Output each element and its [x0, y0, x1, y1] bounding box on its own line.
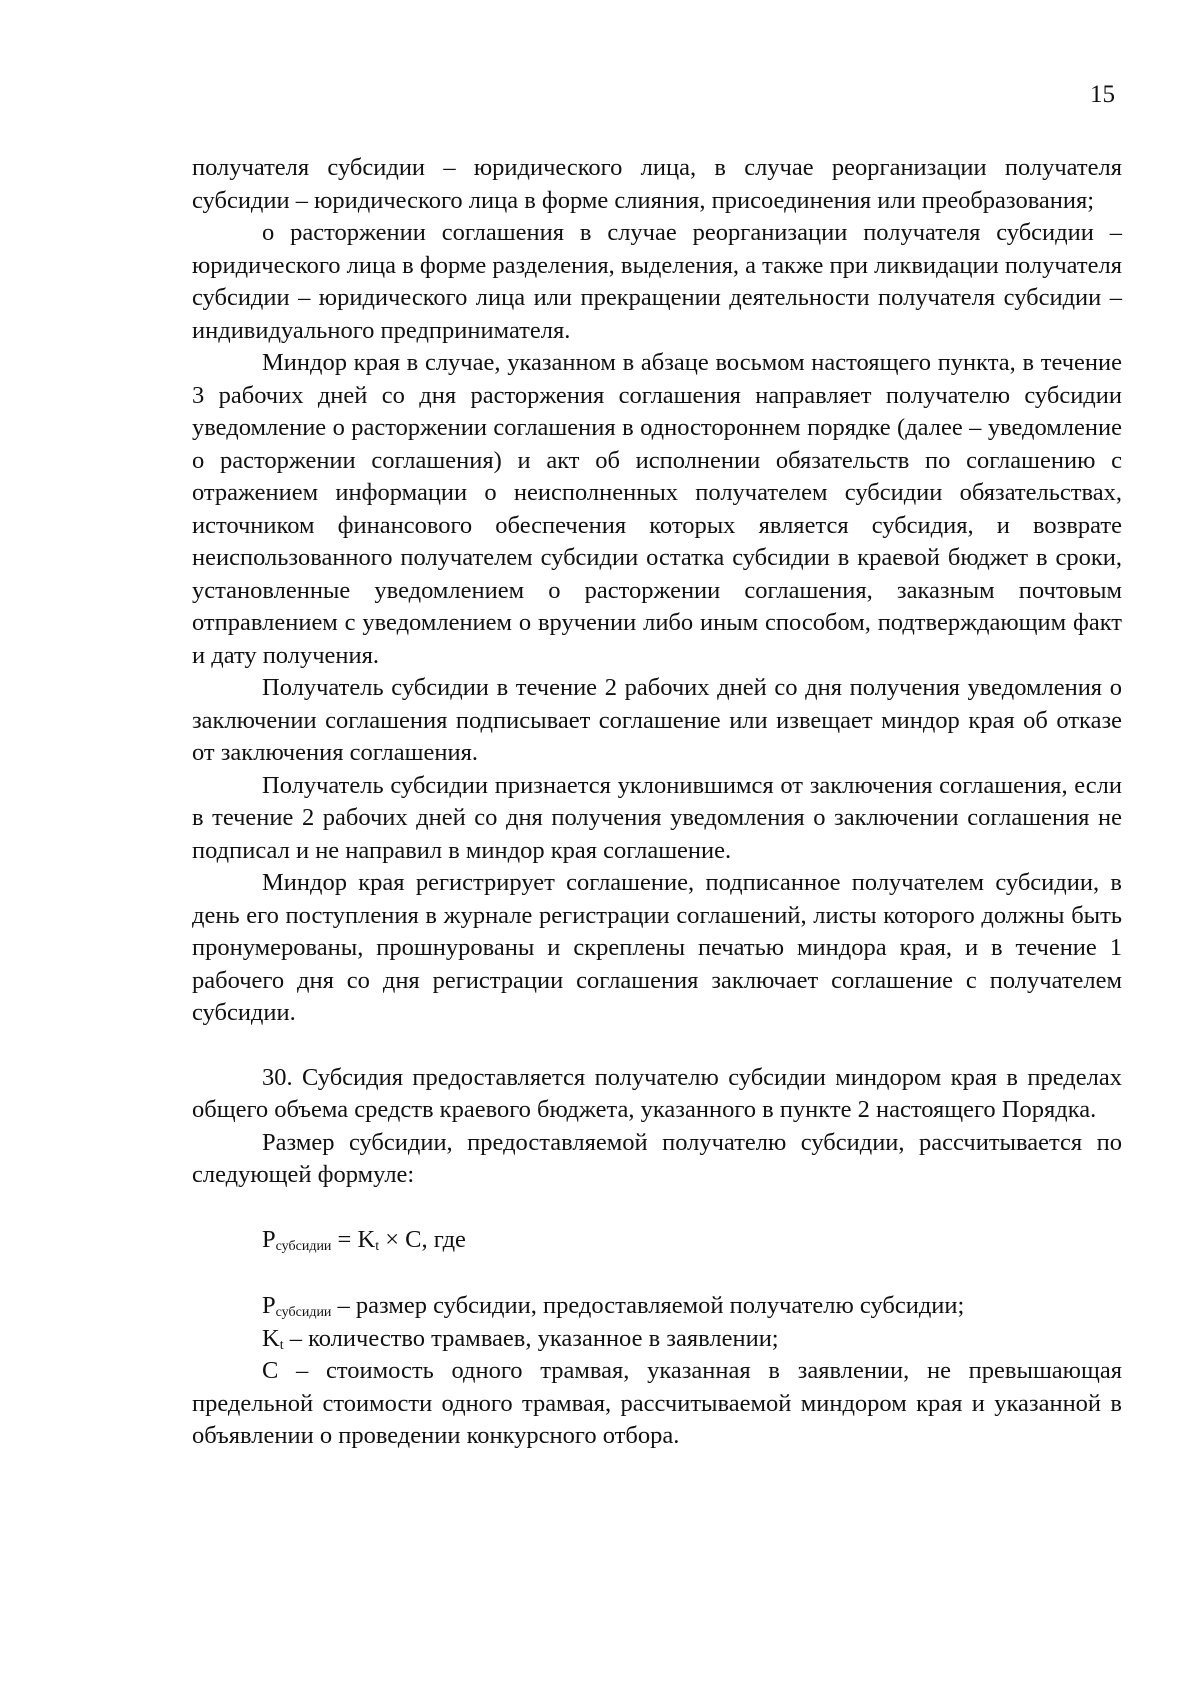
page-number: 15: [1090, 81, 1115, 108]
paragraph-4: Получатель субсидии в течение 2 рабочих дней со дня получения уведомления о заключении соглашения подписывает соглашение или извещает миндор края об отказе от заключения соглашения.: [192, 674, 1122, 766]
definition-k-text: – количество трамваев, указанное в заявлении;: [283, 1324, 779, 1352]
paragraph-6: Миндор края регистрирует соглашение, подписанное получателем субсидии, в день его поступления в журнале регистрации соглашений, листы которого должны быть пронумерованы, прошнурованы и скреплены печатью миндора края, и в течение 1 рабочего дня со дня регистрации соглашения заключает соглашение с получателем субсидии.: [192, 869, 1122, 1026]
formula-k-subscript: t: [375, 1238, 380, 1254]
paragraph-1: получателя субсидии – юридического лица, в случае реорганизации получателя субсидии – юридического лица в форме слияния, присоединения или преобразования;: [192, 154, 1122, 214]
paragraph-7: 30. Субсидия предоставляется получателю субсидии миндором края в пределах общего объема средств краевого бюджета, указанного в пункте 2 настоящего Порядка.: [192, 1063, 1122, 1123]
formula-rest: × C, где: [379, 1225, 466, 1253]
paragraph-3: Миндор края в случае, указанном в абзаце восьмом настоящего пункта, в течение 3 рабочих дней со дня расторжения соглашения направляет получателю субсидии уведомление о расторжении соглашения в одностороннем порядке (далее – уведомление о расторжении соглашения) и акт об исполнении обязательств по соглашению с отражением информации о неисполненных получателем субсидии обязательствах, источником финансового обеспечения которых является субсидия, и возврате неиспользованного получателем субсидии остатка субсидии в краевой бюджет в сроки, установленные уведомлением о расторжении соглашения, заказным почтовым отправлением с уведомлением о вручении либо иным способом, подтверждающим факт и дату получения.: [192, 349, 1122, 669]
definition-c: C – стоимость одного трамвая, указанная в заявлении, не превышающая предельной стоимости одного трамвая, рассчитываемой миндором края и указанной в объявлении о проведении конкурсного отбора.: [192, 1357, 1122, 1449]
definition-k-symbol: K: [262, 1324, 280, 1352]
definition-k: [192, 1323, 1122, 1356]
formula-p: P: [262, 1225, 276, 1253]
definition-p-subscript: субсидии: [275, 1305, 332, 1320]
formula-p-subscript: субсидии: [275, 1238, 332, 1254]
paragraph-8: Размер субсидии, предоставляемой получателю субсидии, рассчитывается по следующей формуле:: [192, 1128, 1122, 1188]
document-body: [192, 152, 1122, 1453]
definition-p: [192, 1290, 1122, 1323]
paragraph-2: о расторжении соглашения в случае реорганизации получателя субсидии – юридического лица в форме разделения, выделения, а также при ликвидации получателя субсидии – юридического лица или прекращении деятельности получателя субсидии – индивидуального предпринимателя.: [192, 219, 1122, 344]
definition-p-text: – размер субсидии, предоставляемой получателю субсидии;: [331, 1292, 965, 1319]
definition-p-symbol: P: [262, 1292, 276, 1319]
formula: [192, 1224, 1122, 1257]
formula-equals-k: = K: [331, 1225, 376, 1253]
paragraph-5: Получатель субсидии признается уклонившимся от заключения соглашения, если в течение 2 рабочих дней со дня получения уведомления о заключении соглашения не подписал и не направил в миндор края соглашение.: [192, 771, 1122, 864]
definition-k-subscript: t: [279, 1337, 284, 1353]
